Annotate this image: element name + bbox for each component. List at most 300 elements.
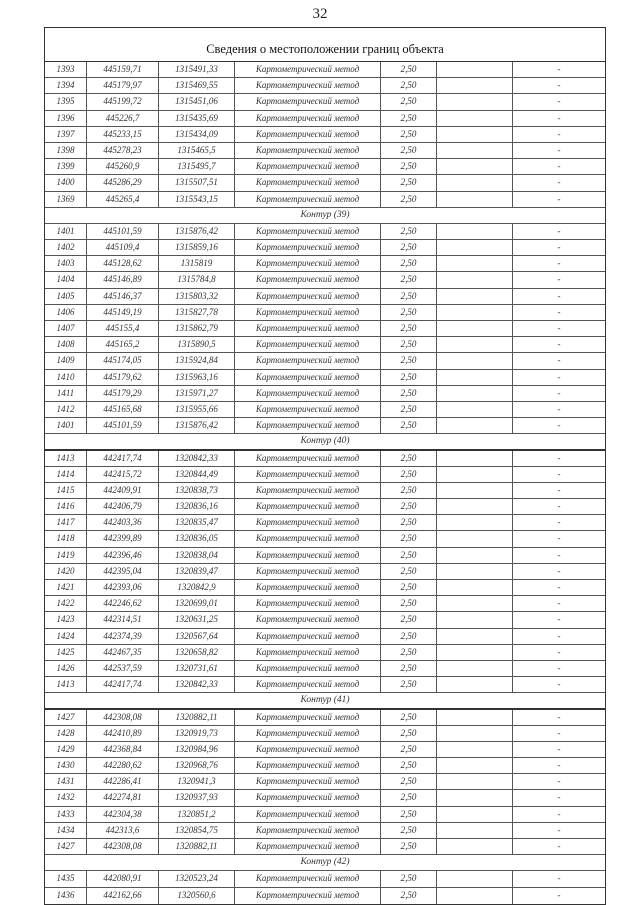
accuracy-cell: 2,50 xyxy=(381,224,437,239)
point-number-cell: 1428 xyxy=(45,726,87,741)
x-coordinate-cell: 445179,29 xyxy=(87,386,159,401)
description-cell xyxy=(437,192,513,207)
note-cell: - xyxy=(557,841,561,851)
y-coordinate-cell: 1315876,42 xyxy=(159,224,235,239)
x-coordinate-cell: 442417,74 xyxy=(87,451,159,466)
accuracy-cell: 2,50 xyxy=(381,807,437,822)
accuracy-cell: 2,50 xyxy=(381,111,437,126)
note-cell: - xyxy=(557,824,561,835)
x-coordinate-cell: 442368,84 xyxy=(87,742,159,757)
table-row xyxy=(45,677,605,693)
point-number-cell: 1405 xyxy=(45,289,87,304)
note-cell: - xyxy=(557,630,561,641)
y-coordinate-cell: 1320836,05 xyxy=(159,531,235,546)
note-cell: - xyxy=(557,112,561,123)
table-row xyxy=(45,94,605,110)
point-number-cell: 1399 xyxy=(45,159,87,174)
y-coordinate-cell: 1320919,73 xyxy=(159,726,235,741)
note-cell: - xyxy=(557,549,561,560)
table-row xyxy=(45,580,605,596)
description-cell xyxy=(437,790,513,805)
note-cell: - xyxy=(557,873,561,884)
description-cell xyxy=(437,515,513,530)
point-number-cell: 1406 xyxy=(45,305,87,320)
accuracy-cell: 2,50 xyxy=(381,580,437,595)
x-coordinate-cell: 445278,23 xyxy=(87,143,159,158)
note-cell: - xyxy=(557,468,561,479)
x-coordinate-cell: 445155,4 xyxy=(87,321,159,336)
description-cell xyxy=(437,596,513,611)
description-cell xyxy=(437,823,513,838)
note-cell: - xyxy=(557,889,561,900)
x-coordinate-cell: 445146,37 xyxy=(87,289,159,304)
method-cell: Картометрический метод xyxy=(235,612,381,627)
table-row xyxy=(45,531,605,547)
accuracy-cell: 2,50 xyxy=(381,629,437,644)
table-row xyxy=(45,564,605,580)
note-cell: - xyxy=(557,258,561,269)
description-cell xyxy=(437,548,513,563)
x-coordinate-cell: 445265,4 xyxy=(87,192,159,207)
x-coordinate-cell: 442280,62 xyxy=(87,758,159,773)
description-cell xyxy=(437,256,513,271)
contour-heading: Контур (42) xyxy=(45,855,605,871)
description-cell xyxy=(437,612,513,627)
description-cell xyxy=(437,726,513,741)
y-coordinate-cell: 1320941,3 xyxy=(159,774,235,789)
description-cell xyxy=(437,321,513,336)
point-number-cell: 1397 xyxy=(45,127,87,142)
method-cell: Картометрический метод xyxy=(235,499,381,514)
table-row xyxy=(45,192,605,208)
note-cell: - xyxy=(557,339,561,350)
x-coordinate-cell: 442274,81 xyxy=(87,790,159,805)
accuracy-cell: 2,50 xyxy=(381,839,437,854)
note-cell: - xyxy=(557,80,561,91)
table-row xyxy=(45,823,605,839)
y-coordinate-cell: 1320842,9 xyxy=(159,580,235,595)
note-cell: - xyxy=(557,776,561,787)
description-cell xyxy=(437,580,513,595)
note-cell: - xyxy=(557,64,561,74)
table-row xyxy=(45,499,605,515)
method-cell: Картометрический метод xyxy=(235,758,381,773)
table-row xyxy=(45,661,605,677)
note-cell: - xyxy=(557,711,561,722)
method-cell: Картометрический метод xyxy=(235,548,381,563)
description-cell xyxy=(437,774,513,789)
accuracy-cell: 2,50 xyxy=(381,143,437,158)
y-coordinate-cell: 1315827,78 xyxy=(159,305,235,320)
x-coordinate-cell: 445286,29 xyxy=(87,175,159,190)
page-number: 32 xyxy=(312,6,328,22)
method-cell: Картометрический метод xyxy=(235,224,381,239)
table-row xyxy=(45,402,605,418)
description-cell xyxy=(437,289,513,304)
x-coordinate-cell: 442537,59 xyxy=(87,661,159,676)
table-row xyxy=(45,256,605,272)
method-cell: Картометрический метод xyxy=(235,774,381,789)
y-coordinate-cell: 1320835,47 xyxy=(159,515,235,530)
description-cell xyxy=(437,499,513,514)
y-coordinate-cell: 1315507,51 xyxy=(159,175,235,190)
accuracy-cell: 2,50 xyxy=(381,596,437,611)
note-cell: - xyxy=(557,565,561,576)
y-coordinate-cell: 1320842,33 xyxy=(159,677,235,692)
accuracy-cell: 2,50 xyxy=(381,418,437,433)
method-cell: Картометрический метод xyxy=(235,807,381,822)
note-cell: - xyxy=(557,128,561,139)
accuracy-cell: 2,50 xyxy=(381,823,437,838)
accuracy-cell: 2,50 xyxy=(381,531,437,546)
description-cell xyxy=(437,710,513,725)
table-row xyxy=(45,143,605,159)
method-cell: Картометрический метод xyxy=(235,710,381,725)
point-number-cell: 1413 xyxy=(45,677,87,692)
note-cell: - xyxy=(557,355,561,366)
point-number-cell: 1404 xyxy=(45,272,87,287)
table-row xyxy=(45,807,605,823)
point-number-cell: 1416 xyxy=(45,499,87,514)
description-cell xyxy=(437,839,513,854)
table-row xyxy=(45,515,605,531)
method-cell: Картометрический метод xyxy=(235,370,381,385)
method-cell: Картометрический метод xyxy=(235,78,381,93)
x-coordinate-cell: 445179,97 xyxy=(87,78,159,93)
accuracy-cell: 2,50 xyxy=(381,386,437,401)
point-number-cell: 1393 xyxy=(45,62,87,77)
accuracy-cell: 2,50 xyxy=(381,710,437,725)
method-cell: Картометрический метод xyxy=(235,337,381,352)
x-coordinate-cell: 442304,38 xyxy=(87,807,159,822)
y-coordinate-cell: 1320842,33 xyxy=(159,451,235,466)
description-cell xyxy=(437,758,513,773)
point-number-cell: 1418 xyxy=(45,531,87,546)
accuracy-cell: 2,50 xyxy=(381,289,437,304)
table-row xyxy=(45,871,605,887)
method-cell: Картометрический метод xyxy=(235,823,381,838)
method-cell: Картометрический метод xyxy=(235,402,381,417)
note-cell: - xyxy=(557,193,561,204)
description-cell xyxy=(437,386,513,401)
method-cell: Картометрический метод xyxy=(235,386,381,401)
x-coordinate-cell: 442162,66 xyxy=(87,888,159,904)
point-number-cell: 1400 xyxy=(45,175,87,190)
note-cell: - xyxy=(557,144,561,155)
point-number-cell: 1427 xyxy=(45,839,87,854)
y-coordinate-cell: 1315434,09 xyxy=(159,127,235,142)
accuracy-cell: 2,50 xyxy=(381,353,437,368)
x-coordinate-cell: 442395,04 xyxy=(87,564,159,579)
table-row xyxy=(45,596,605,612)
description-cell xyxy=(437,645,513,660)
point-number-cell: 1410 xyxy=(45,370,87,385)
x-coordinate-cell: 442410,89 xyxy=(87,726,159,741)
method-cell: Картометрический метод xyxy=(235,451,381,466)
table-row xyxy=(45,272,605,288)
y-coordinate-cell: 1320631,25 xyxy=(159,612,235,627)
x-coordinate-cell: 445165,2 xyxy=(87,337,159,352)
table-row xyxy=(45,175,605,191)
table-row xyxy=(45,612,605,628)
table-row xyxy=(45,386,605,402)
point-number-cell: 1415 xyxy=(45,483,87,498)
table-row xyxy=(45,370,605,386)
x-coordinate-cell: 442080,91 xyxy=(87,871,159,886)
accuracy-cell: 2,50 xyxy=(381,321,437,336)
table-row xyxy=(45,159,605,175)
accuracy-cell: 2,50 xyxy=(381,370,437,385)
point-number-cell: 1420 xyxy=(45,564,87,579)
y-coordinate-cell: 1320731,61 xyxy=(159,661,235,676)
contour-heading: Контур (39) xyxy=(45,208,605,224)
note-cell: - xyxy=(557,403,561,414)
y-coordinate-cell: 1320984,96 xyxy=(159,742,235,757)
accuracy-cell: 2,50 xyxy=(381,256,437,271)
method-cell: Картометрический метод xyxy=(235,726,381,741)
description-cell xyxy=(437,871,513,886)
boundary-coordinates-table xyxy=(44,27,606,905)
x-coordinate-cell: 445128,62 xyxy=(87,256,159,271)
description-cell xyxy=(437,159,513,174)
note-cell: - xyxy=(557,290,561,301)
accuracy-cell: 2,50 xyxy=(381,758,437,773)
y-coordinate-cell: 1315955,66 xyxy=(159,402,235,417)
accuracy-cell: 2,50 xyxy=(381,159,437,174)
table-row xyxy=(45,645,605,661)
note-cell: - xyxy=(557,727,561,738)
description-cell xyxy=(437,677,513,692)
description-cell xyxy=(437,94,513,109)
description-cell xyxy=(437,807,513,822)
x-coordinate-cell: 442286,41 xyxy=(87,774,159,789)
note-cell: - xyxy=(557,501,561,512)
point-number-cell: 1426 xyxy=(45,661,87,676)
description-cell xyxy=(437,272,513,287)
description-cell xyxy=(437,418,513,433)
method-cell: Картометрический метод xyxy=(235,645,381,660)
y-coordinate-cell: 1315451,06 xyxy=(159,94,235,109)
y-coordinate-cell: 1320839,47 xyxy=(159,564,235,579)
y-coordinate-cell: 1320560,6 xyxy=(159,888,235,904)
method-cell: Картометрический метод xyxy=(235,62,381,77)
y-coordinate-cell: 1315924,84 xyxy=(159,353,235,368)
method-cell: Картометрический метод xyxy=(235,127,381,142)
method-cell: Картометрический метод xyxy=(235,677,381,692)
table-row xyxy=(45,240,605,256)
point-number-cell: 1419 xyxy=(45,548,87,563)
point-number-cell: 1427 xyxy=(45,710,87,725)
method-cell: Картометрический метод xyxy=(235,661,381,676)
x-coordinate-cell: 442393,06 xyxy=(87,580,159,595)
y-coordinate-cell: 1320882,11 xyxy=(159,839,235,854)
x-coordinate-cell: 445174,05 xyxy=(87,353,159,368)
accuracy-cell: 2,50 xyxy=(381,62,437,77)
point-number-cell: 1425 xyxy=(45,645,87,660)
accuracy-cell: 2,50 xyxy=(381,515,437,530)
description-cell xyxy=(437,742,513,757)
description-cell xyxy=(437,240,513,255)
accuracy-cell: 2,50 xyxy=(381,402,437,417)
note-cell: - xyxy=(557,452,561,463)
y-coordinate-cell: 1320523,24 xyxy=(159,871,235,886)
y-coordinate-cell: 1315495,7 xyxy=(159,159,235,174)
method-cell: Картометрический метод xyxy=(235,483,381,498)
y-coordinate-cell: 1320844,49 xyxy=(159,467,235,482)
description-cell xyxy=(437,629,513,644)
x-coordinate-cell: 445109,4 xyxy=(87,240,159,255)
point-number-cell: 1429 xyxy=(45,742,87,757)
accuracy-cell: 2,50 xyxy=(381,451,437,466)
point-number-cell: 1421 xyxy=(45,580,87,595)
x-coordinate-cell: 445179,62 xyxy=(87,370,159,385)
point-number-cell: 1413 xyxy=(45,451,87,466)
description-cell xyxy=(437,62,513,77)
point-number-cell: 1423 xyxy=(45,612,87,627)
x-coordinate-cell: 442308,08 xyxy=(87,710,159,725)
table-row xyxy=(45,710,605,726)
y-coordinate-cell: 1320838,04 xyxy=(159,548,235,563)
point-number-cell: 1401 xyxy=(45,224,87,239)
y-coordinate-cell: 1320567,64 xyxy=(159,629,235,644)
accuracy-cell: 2,50 xyxy=(381,774,437,789)
point-number-cell: 1401 xyxy=(45,418,87,433)
description-cell xyxy=(437,888,513,904)
description-cell xyxy=(437,143,513,158)
note-cell: - xyxy=(557,161,561,172)
point-number-cell: 1409 xyxy=(45,353,87,368)
method-cell: Картометрический метод xyxy=(235,143,381,158)
y-coordinate-cell: 1315784,8 xyxy=(159,272,235,287)
method-cell: Картометрический метод xyxy=(235,94,381,109)
description-cell xyxy=(437,111,513,126)
accuracy-cell: 2,50 xyxy=(381,483,437,498)
table-row xyxy=(45,629,605,645)
accuracy-cell: 2,50 xyxy=(381,94,437,109)
description-cell xyxy=(437,370,513,385)
y-coordinate-cell: 1315819 xyxy=(159,256,235,271)
y-coordinate-cell: 1315963,16 xyxy=(159,370,235,385)
x-coordinate-cell: 445165,68 xyxy=(87,402,159,417)
method-cell: Картометрический метод xyxy=(235,531,381,546)
method-cell: Картометрический метод xyxy=(235,564,381,579)
method-cell: Картометрический метод xyxy=(235,871,381,886)
point-number-cell: 1422 xyxy=(45,596,87,611)
accuracy-cell: 2,50 xyxy=(381,564,437,579)
accuracy-cell: 2,50 xyxy=(381,240,437,255)
table-row xyxy=(45,790,605,806)
method-cell: Картометрический метод xyxy=(235,305,381,320)
table-title: Сведения о местоположении границ объекта xyxy=(45,28,605,62)
method-cell: Картометрический метод xyxy=(235,418,381,433)
point-number-cell: 1411 xyxy=(45,386,87,401)
description-cell xyxy=(437,661,513,676)
x-coordinate-cell: 445149,19 xyxy=(87,305,159,320)
x-coordinate-cell: 445159,71 xyxy=(87,62,159,77)
description-cell xyxy=(437,337,513,352)
point-number-cell: 1435 xyxy=(45,871,87,886)
method-cell: Картометрический метод xyxy=(235,256,381,271)
point-number-cell: 1424 xyxy=(45,629,87,644)
y-coordinate-cell: 1315465,5 xyxy=(159,143,235,158)
note-cell: - xyxy=(557,808,561,819)
method-cell: Картометрический метод xyxy=(235,175,381,190)
accuracy-cell: 2,50 xyxy=(381,78,437,93)
table-row xyxy=(45,467,605,483)
accuracy-cell: 2,50 xyxy=(381,192,437,207)
point-number-cell: 1403 xyxy=(45,256,87,271)
x-coordinate-cell: 442409,91 xyxy=(87,483,159,498)
method-cell: Картометрический метод xyxy=(235,272,381,287)
y-coordinate-cell: 1315971,27 xyxy=(159,386,235,401)
y-coordinate-cell: 1320854,75 xyxy=(159,823,235,838)
table-row xyxy=(45,451,605,467)
note-cell: - xyxy=(557,679,561,690)
y-coordinate-cell: 1315469,55 xyxy=(159,78,235,93)
accuracy-cell: 2,50 xyxy=(381,677,437,692)
x-coordinate-cell: 442399,89 xyxy=(87,531,159,546)
accuracy-cell: 2,50 xyxy=(381,661,437,676)
table-row xyxy=(45,353,605,369)
note-cell: - xyxy=(557,387,561,398)
method-cell: Картометрический метод xyxy=(235,111,381,126)
x-coordinate-cell: 445146,89 xyxy=(87,272,159,287)
method-cell: Картометрический метод xyxy=(235,839,381,854)
y-coordinate-cell: 1320968,76 xyxy=(159,758,235,773)
table-row xyxy=(45,289,605,305)
y-coordinate-cell: 1315803,32 xyxy=(159,289,235,304)
method-cell: Картометрический метод xyxy=(235,159,381,174)
point-number-cell: 1402 xyxy=(45,240,87,255)
y-coordinate-cell: 1320658,82 xyxy=(159,645,235,660)
accuracy-cell: 2,50 xyxy=(381,548,437,563)
accuracy-cell: 2,50 xyxy=(381,272,437,287)
method-cell: Картометрический метод xyxy=(235,596,381,611)
note-cell: - xyxy=(557,96,561,107)
description-cell xyxy=(437,127,513,142)
x-coordinate-cell: 445101,59 xyxy=(87,418,159,433)
point-number-cell: 1398 xyxy=(45,143,87,158)
table-row xyxy=(45,888,605,904)
table-row xyxy=(45,839,605,855)
note-cell: - xyxy=(557,225,561,236)
table-row xyxy=(45,418,605,434)
y-coordinate-cell: 1320937,93 xyxy=(159,790,235,805)
method-cell: Картометрический метод xyxy=(235,629,381,644)
point-number-cell: 1434 xyxy=(45,823,87,838)
x-coordinate-cell: 445233,15 xyxy=(87,127,159,142)
description-cell xyxy=(437,305,513,320)
note-cell: - xyxy=(557,533,561,544)
table-row xyxy=(45,78,605,94)
x-coordinate-cell: 445199,72 xyxy=(87,94,159,109)
accuracy-cell: 2,50 xyxy=(381,305,437,320)
accuracy-cell: 2,50 xyxy=(381,127,437,142)
method-cell: Картометрический метод xyxy=(235,353,381,368)
table-body xyxy=(45,62,605,904)
x-coordinate-cell: 442467,35 xyxy=(87,645,159,660)
table-row xyxy=(45,758,605,774)
description-cell xyxy=(437,224,513,239)
note-cell: - xyxy=(557,274,561,285)
method-cell: Картометрический метод xyxy=(235,742,381,757)
point-number-cell: 1414 xyxy=(45,467,87,482)
note-cell: - xyxy=(557,598,561,609)
accuracy-cell: 2,50 xyxy=(381,790,437,805)
y-coordinate-cell: 1315543,15 xyxy=(159,192,235,207)
point-number-cell: 1431 xyxy=(45,774,87,789)
accuracy-cell: 2,50 xyxy=(381,467,437,482)
